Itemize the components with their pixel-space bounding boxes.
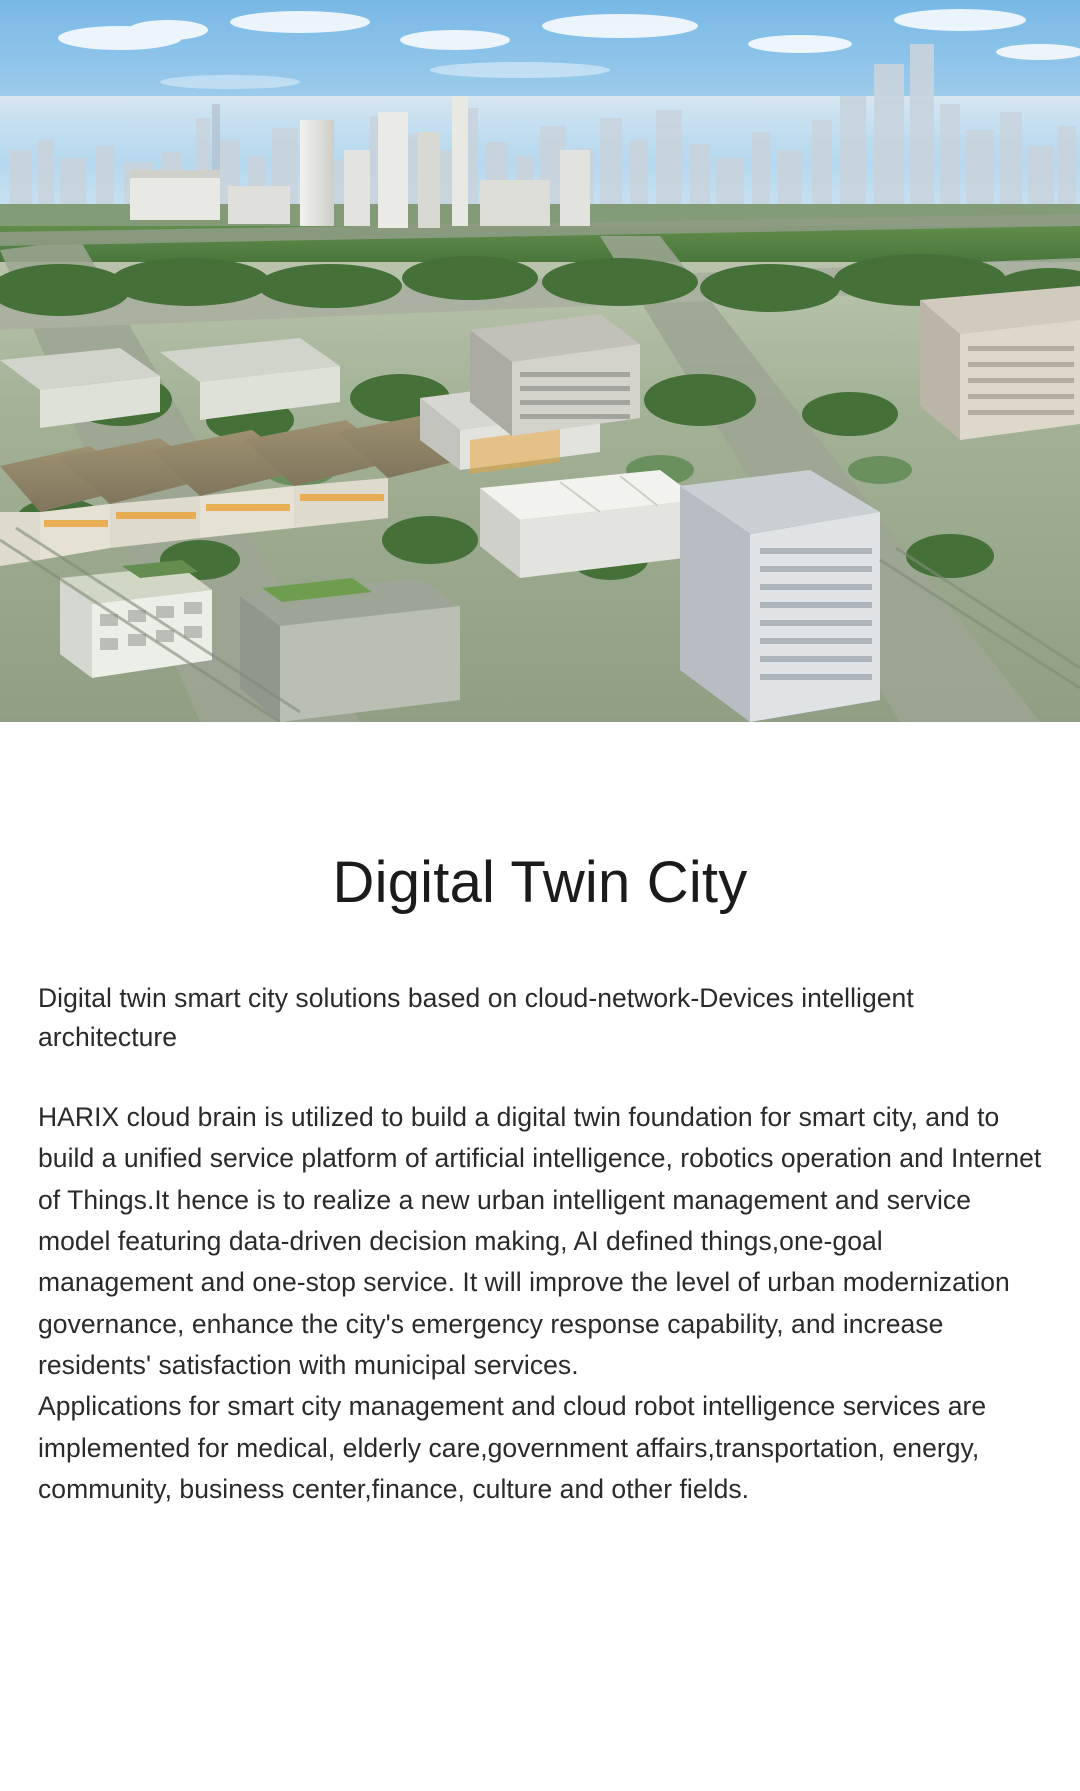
bottom-spacer <box>38 1510 1042 1630</box>
article-paragraph-1: HARIX cloud brain is utilized to build a digital twin foundation for smart city, and to build a unified service platform of artificial intelligence, robotics operation and Internet of Things.It hence is to realize a new urban intelligent management and service model featuring data-driven decision making, AI defined things,one-goal management and one-stop service. It will improve the level of urban modernization governance, enhance the city's emergency response capability, and increase residents' satisfaction with municipal services. <box>38 1102 1042 1381</box>
city-render-illustration <box>0 0 1080 722</box>
article-body <box>38 1097 1042 1510</box>
hero-image <box>0 0 1080 722</box>
page-title: Digital Twin City <box>332 850 748 915</box>
article-lead: Digital twin smart city solutions based on cloud-network-Devices intelligent architecture <box>38 982 914 1052</box>
article-paragraph-2: Applications for smart city management and cloud robot intelligence services are implemented for medical, elderly care,government affairs,transportation, energy, community, business center,finance, culture and other fields. <box>38 1391 987 1505</box>
article-content <box>0 850 1080 1630</box>
